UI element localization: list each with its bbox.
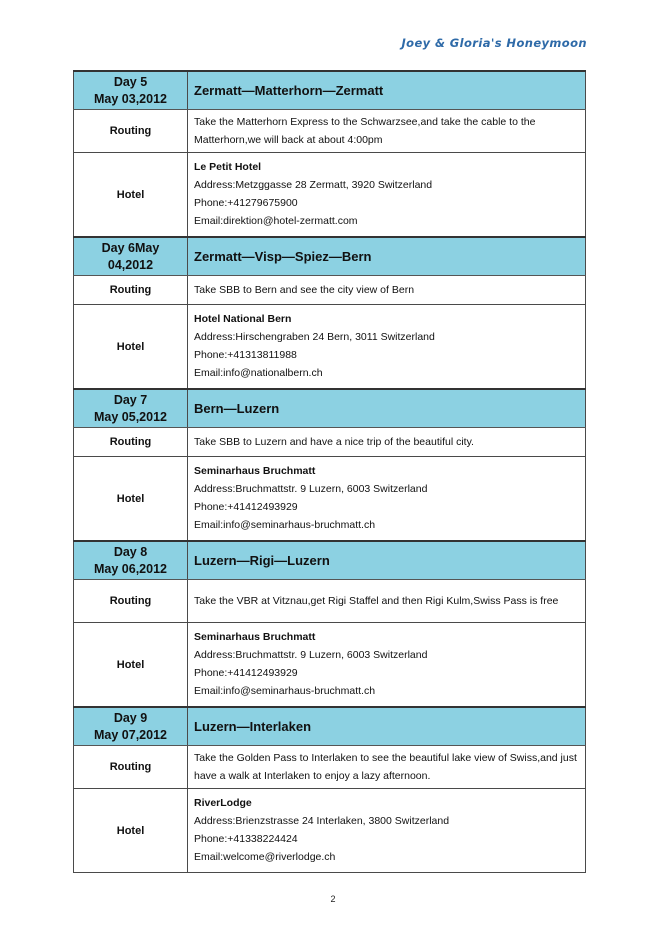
day-number: Day 6May: [101, 240, 160, 255]
route-title: Luzern—Rigi—Luzern: [188, 541, 586, 580]
hotel-email: Email:info@seminarhaus-bruchmatt.ch: [194, 519, 376, 531]
hotel-row: [74, 153, 586, 238]
hotel-phone: Phone:+41412493929: [194, 667, 298, 679]
hotel-details: [188, 153, 586, 238]
routing-label: Routing: [74, 428, 188, 457]
hotel-details: [188, 623, 586, 708]
hotel-address: Address:Bruchmattstr. 9 Luzern, 6003 Switzerland: [194, 483, 428, 495]
day-date-cell: [74, 707, 188, 746]
day-number: Day 7: [113, 392, 148, 407]
day-date-cell: [74, 541, 188, 580]
day-number: Day 5: [113, 74, 148, 89]
hotel-address: Address:Metzggasse 28 Zermatt, 3920 Switzerland: [194, 179, 433, 191]
hotel-label: Hotel: [74, 153, 188, 238]
day-header-row: [74, 237, 586, 276]
routing-row: [74, 110, 586, 153]
hotel-details: [188, 305, 586, 390]
route-title: Bern—Luzern: [188, 389, 586, 428]
route-title: Zermatt—Visp—Spiez—Bern: [188, 237, 586, 276]
routing-row: [74, 746, 586, 789]
hotel-name: RiverLodge: [194, 797, 252, 809]
hotel-label: Hotel: [74, 457, 188, 542]
hotel-name: Seminarhaus Bruchmatt: [194, 465, 316, 477]
hotel-email: Email:info@nationalbern.ch: [194, 367, 323, 379]
hotel-label: Hotel: [74, 623, 188, 708]
hotel-address: Address:Brienzstrasse 24 Interlaken, 3800 Switzerland: [194, 815, 450, 827]
day-header-row: [74, 707, 586, 746]
routing-label: Routing: [74, 110, 188, 153]
routing-text: Take the Matterhorn Express to the Schwarzsee,and take the cable to the Matterhorn,we will back at about 4:00pm: [188, 110, 586, 153]
hotel-row: [74, 789, 586, 873]
hotel-address: Address:Bruchmattstr. 9 Luzern, 6003 Switzerland: [194, 649, 428, 661]
routing-text: Take the VBR at Vitznau,get Rigi Staffel and then Rigi Kulm,Swiss Pass is free: [188, 580, 586, 623]
day-header-row: [74, 71, 586, 110]
itinerary-table: [73, 70, 586, 873]
day-date: May 06,2012: [94, 561, 167, 576]
hotel-email: Email:info@seminarhaus-bruchmatt.ch: [194, 685, 376, 697]
document-header-title: Joey & Gloria's Honeymoon: [401, 36, 587, 50]
hotel-name: Le Petit Hotel: [194, 161, 262, 173]
day-date: May 03,2012: [94, 91, 167, 106]
route-title: Luzern—Interlaken: [188, 707, 586, 746]
hotel-address: Address:Hirschengraben 24 Bern, 3011 Switzerland: [194, 331, 435, 343]
hotel-row: [74, 623, 586, 708]
hotel-name: Seminarhaus Bruchmatt: [194, 631, 316, 643]
day-number: Day 8: [113, 544, 148, 559]
day-header-row: [74, 389, 586, 428]
day-date: 04,2012: [107, 257, 154, 272]
routing-text: Take the Golden Pass to Interlaken to see the beautiful lake view of Swiss,and just have a walk at Interlaken to enjoy a lazy afternoon.: [188, 746, 586, 789]
hotel-email: Email:direktion@hotel-zermatt.com: [194, 215, 358, 227]
day-header-row: [74, 541, 586, 580]
routing-label: Routing: [74, 580, 188, 623]
hotel-phone: Phone:+41412493929: [194, 501, 298, 513]
routing-label: Routing: [74, 746, 188, 789]
routing-row: [74, 428, 586, 457]
hotel-phone: Phone:+41338224424: [194, 833, 298, 845]
routing-row: [74, 580, 586, 623]
day-date-cell: [74, 71, 188, 110]
day-date-cell: [74, 237, 188, 276]
day-date: May 05,2012: [94, 409, 167, 424]
hotel-email: Email:welcome@riverlodge.ch: [194, 851, 336, 863]
hotel-details: [188, 457, 586, 542]
route-title: Zermatt—Matterhorn—Zermatt: [188, 71, 586, 110]
hotel-row: [74, 305, 586, 390]
routing-text: Take SBB to Luzern and have a nice trip of the beautiful city.: [188, 428, 586, 457]
hotel-phone: Phone:+41313811988: [194, 349, 297, 361]
day-date: May 07,2012: [94, 727, 167, 742]
routing-label: Routing: [74, 276, 188, 305]
hotel-row: [74, 457, 586, 542]
hotel-details: [188, 789, 586, 873]
routing-text: Take SBB to Bern and see the city view of Bern: [188, 276, 586, 305]
hotel-label: Hotel: [74, 305, 188, 390]
hotel-label: Hotel: [74, 789, 188, 873]
hotel-phone: Phone:+41279675900: [194, 197, 298, 209]
hotel-name: Hotel National Bern: [194, 313, 292, 325]
day-date-cell: [74, 389, 188, 428]
day-number: Day 9: [113, 710, 148, 725]
routing-row: [74, 276, 586, 305]
page-number: 2: [330, 894, 336, 904]
